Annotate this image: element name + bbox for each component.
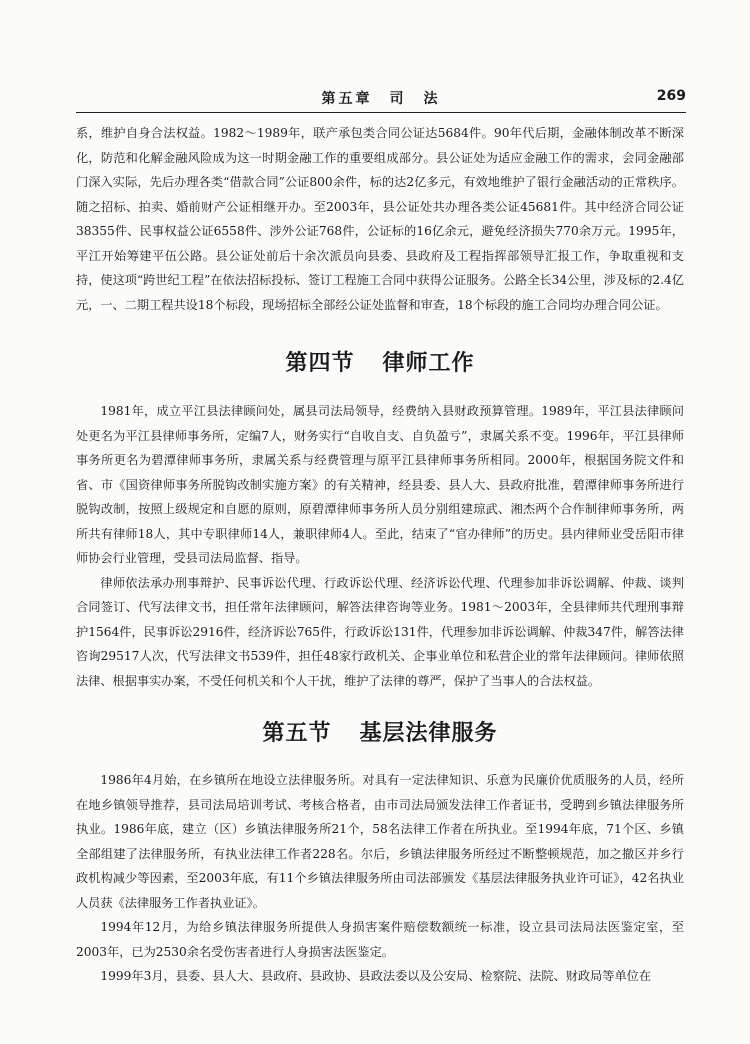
section-5-heading — [76, 716, 684, 747]
section-5-paragraph-2: 1994年12月，为给乡镇法律服务所提供人身损害案件赔偿数额统一标准，设立县司法局法医鉴定室，至2003年，已为2530余名受伤害者进行人身损害法医鉴定。 — [76, 920, 684, 959]
page-header — [76, 88, 686, 113]
continuation-paragraph: 系，维护自身合法权益。1982～1989年，联产承包类合同公证达5684件。90年代后期，金融体制改革不断深化，防范和化解金融风险成为这一时期金融工作的重要组成部分。县公证处为适应金融工作的需求，会同金融部门深入实际，先后办理各类“借款合同”公证800余件，标的达2亿多元，有效地维护了银行金融活动的正常秩序。随之招标、拍卖、婚前财产公证相继开办。至2003年，县公证处共办理各类公证45681件。其中经济合同公证38355件、民事权益公证6558件、涉外公证768件，公证标的16亿余元，避免经济损失770余万元。1995年，平江开始筹建平伍公路。县公证处前后十余次派员向县委、县政府及工程指挥部领导汇报工作，争取重视和支持，使这项“跨世纪工程”在依法招标投标、签订工程施工合同中获得公证服务。公路全长34公里，涉及标的2.4亿元，一、二期工程共设18个标段，现场招标全部经公证处监督和审查，18个标段的施工合同均办理合同公证。 — [76, 126, 684, 312]
section-4-title: 律师工作 — [382, 351, 475, 376]
section-4-heading — [76, 346, 684, 377]
section-4-paragraph-1: 1981年，成立平江县法律顾问处，属县司法局领导，经费纳入县财政预算管理。1989年，平江县法律顾问处更名为平江县律师事务所，定编7人，财务实行“自收自支、自负盈亏”，隶属关系不变。1996年，平江县律师事务所更名为碧潭律师事务所，隶属关系与经费管理与原平江县律师事务所相同。2000年，根据国务院文件和省、市《国资律师事务所脱钩改制实施方案》的有关精神，经县委、县人大、县政府批准，碧潭律师事务所进行脱钩改制，按照上级规定和自愿的原则，原碧潭律师事务所人员分别组建琼武、湘杰两个合作制律师事务所，两所共有律师18人，其中专职律师14人，兼职律师4人。至此，结束了“官办律师”的历史。县内律师业受岳阳市律师协会行业管理，受县司法局监督、指导。 — [76, 404, 684, 565]
chapter-title: 第五章 司 法 — [321, 91, 441, 107]
section-4-body — [76, 399, 684, 693]
section-5-paragraph-3: 1999年3月，县委、县人大、县政府、县政协、县政法委以及公安局、检察院、法院、财政局等单位在 — [100, 969, 652, 983]
page-number: 269 — [656, 88, 686, 104]
section-4-number: 第四节 — [285, 351, 355, 376]
section-5-body — [76, 768, 684, 989]
continuation-paragraph-block — [76, 121, 684, 317]
section-5-title: 基层法律服务 — [359, 721, 498, 746]
section-4-paragraph-2: 律师依法承办刑事辩护、民事诉讼代理、行政诉讼代理、经济诉讼代理、代理参加非诉讼调解、仲裁、谈判合同签订、代写法律文书，担任常年法律顾问，解答法律咨询等业务。1981～2003年，全县律师共代理刑事辩护1564件，民事诉讼2916件，经济诉讼765件，行政诉讼131件，代理参加非诉讼调解、仲裁347件，解答法律咨询29517人次，代写法律文书539件，担任48家行政机关、企事业单位和私营企业的常年法律顾问。律师依照法律、根据事实办案，不受任何机关和个人干扰，维护了法律的尊严，保护了当事人的合法权益。 — [76, 575, 684, 688]
section-5-number: 第五节 — [262, 721, 332, 746]
section-5-paragraph-1: 1986年4月始，在乡镇所在地设立法律服务所。对具有一定法律知识、乐意为民廉价优质服务的人员，经所在地乡镇领导推荐，县司法局培训考试、考核合格者，由市司法局颁发法律工作者证书，受聘到乡镇法律服务所执业。1986年底，建立（区）乡镇法律服务所21个，58名法律工作者在所执业。至1994年底，71个区、乡镇全部组建了法律服务所，有执业法律工作者228名。尔后，乡镇法律服务所经过不断整顿规范，加之撤区并乡行政机构减少等因素，至2003年底，有11个乡镇法律服务所由司法部颁发《基层法律服务执业许可证》，42名执业人员获《法律服务工作者执业证》。 — [76, 773, 684, 910]
